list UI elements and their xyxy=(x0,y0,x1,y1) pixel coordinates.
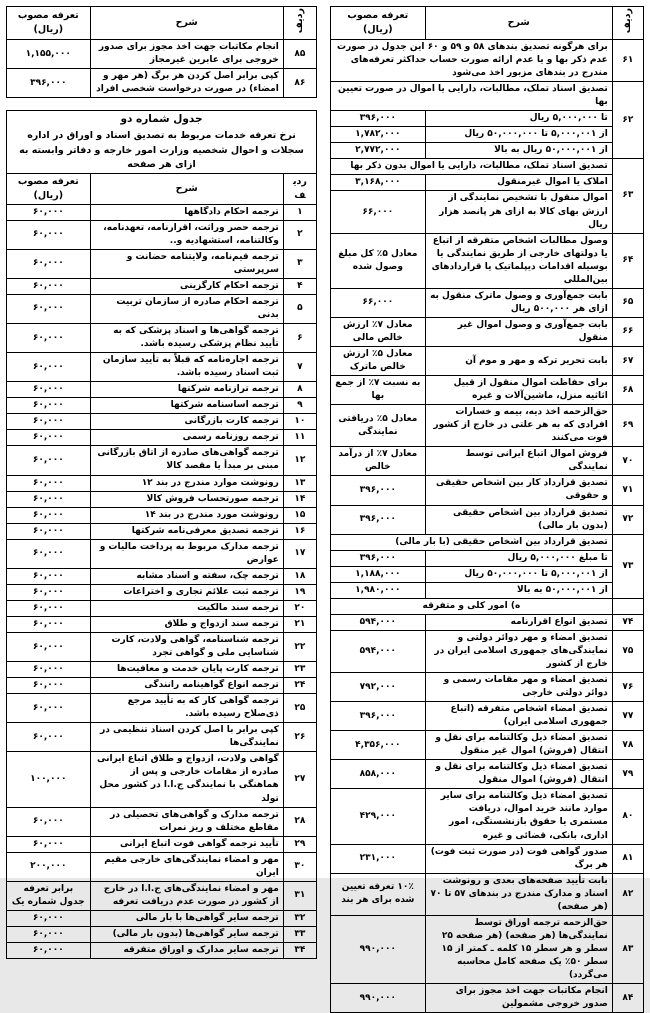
description-cell: ترجمه احکام دادگاهها xyxy=(90,204,283,220)
table-row xyxy=(7,926,317,942)
tariff-cell: ۲,۷۷۲,۰۰۰ xyxy=(331,143,426,159)
description-cell: بابت جمع‌آوری و وصول اموال غیر منقول xyxy=(425,317,612,346)
column-header-row-no xyxy=(283,7,316,40)
tariff-cell: ۱,۱۸۸,۰۰۰ xyxy=(331,566,426,582)
table-row-group-header xyxy=(331,534,644,550)
table-row xyxy=(331,873,644,915)
table-row xyxy=(7,382,317,398)
table-row xyxy=(331,40,644,82)
tariff-cell: ۸۵۸,۰۰۰ xyxy=(331,760,426,789)
table-row xyxy=(331,630,644,672)
description-cell: ترجمه سایر مدارک و اوراق متفرقه xyxy=(90,942,283,958)
tariff-cell: ۶۰,۰۰۰ xyxy=(7,324,91,353)
right-table xyxy=(330,6,644,1013)
description-cell: ترجمه ترازنامه شرکتها xyxy=(90,382,283,398)
description-cell: ترجمه احکام کارگزینی xyxy=(90,278,283,294)
description-cell: انجام مکاتبات جهت اخذ مجوز برای صدور خروجی مشمولین xyxy=(425,984,612,1013)
tariff-cell: ۴۲۹,۰۰۰ xyxy=(331,789,426,844)
column-header-tariff: تعرفه مصوب (ریال) xyxy=(331,7,426,40)
description-cell: ترجمه مدارک و گواهی‌های تحصیلی در مقاطع مختلف و ریز نمرات xyxy=(90,807,283,836)
row-number-cell: ۱۸ xyxy=(283,568,316,584)
description-cell: اموال منقول با تشخیص نمایندگی از ارزش بهای کالا به ازای هر پانصد هزار ریال xyxy=(425,191,612,233)
tariff-cell: ۶۰,۰۰۰ xyxy=(7,539,91,568)
tariff-cell: ۲۳۱,۰۰۰ xyxy=(331,844,426,873)
description-cell: از ۵,۰۰۰,۰۰۱ تا ۵۰,۰۰۰,۰۰۰ ریال xyxy=(425,127,612,143)
column-header-description: شرح xyxy=(90,7,283,40)
row-number-cell: ۶۹ xyxy=(612,405,643,447)
description-cell: تا ۵,۰۰۰,۰۰۰ ریال xyxy=(425,111,612,127)
row-number-cell: ۲۵ xyxy=(283,694,316,723)
tariff-cell: ۶۰,۰۰۰ xyxy=(7,353,91,382)
table-two-title-row xyxy=(7,111,317,174)
description-cell: ترجمه شناسنامه، گواهی ولادت، کارت شناسایی ملی و گواهی تجرد xyxy=(90,633,283,662)
table-row xyxy=(331,317,644,346)
table-row xyxy=(7,430,317,446)
row-number-cell: ۶ xyxy=(283,324,316,353)
row-number-cell: ۶۶ xyxy=(612,317,643,346)
table-row xyxy=(7,852,317,881)
tariff-cell: ۳۹۶,۰۰۰ xyxy=(331,702,426,731)
table-row xyxy=(331,346,644,375)
row-number-cell: ۶۲ xyxy=(612,82,643,159)
description-cell: از ۵۰,۰۰۰,۰۰۱ به بالا xyxy=(425,582,612,598)
row-number-cell: ۶۳ xyxy=(612,159,643,233)
description-cell: ترجمه صورتحساب فروش کالا xyxy=(90,491,283,507)
tariff-cell: ۶۰,۰۰۰ xyxy=(7,414,91,430)
row-number-cell: ۶۵ xyxy=(612,288,643,317)
row-number-cell: ۳ xyxy=(283,249,316,278)
row-number-cell xyxy=(612,598,643,614)
table-row xyxy=(7,633,317,662)
row-number-cell: ۷۷ xyxy=(612,702,643,731)
row-number-cell: ۲۲ xyxy=(283,633,316,662)
table-row xyxy=(331,673,644,702)
row-number-cell: ۷۳ xyxy=(612,534,643,598)
table-two-title: جدول شماره دو xyxy=(120,113,203,126)
column-header-tariff: تعرفه مصوب (ریال) xyxy=(7,7,91,40)
row-number-cell: ۶۸ xyxy=(612,376,643,405)
table-row xyxy=(7,723,317,752)
table-row xyxy=(331,702,644,731)
tariff-cell: ۶۰,۰۰۰ xyxy=(7,382,91,398)
tariff-cell: ۶۰,۰۰۰ xyxy=(7,220,91,249)
tariff-cell: ۱,۷۸۲,۰۰۰ xyxy=(331,127,426,143)
row-number-cell: ۱۶ xyxy=(283,523,316,539)
table-row xyxy=(7,446,317,475)
row-number-cell: ۷۹ xyxy=(612,760,643,789)
tariff-cell: ۶۰,۰۰۰ xyxy=(7,633,91,662)
tariff-cell: ۶۰,۰۰۰ xyxy=(7,600,91,616)
tariff-cell: ۵۹۴,۰۰۰ xyxy=(331,630,426,672)
table-row xyxy=(7,40,317,69)
row-no-header-label: ردیف xyxy=(294,8,306,34)
group-header-cell: تصدیق قرارداد بین اشخاص حقیقی (با بار مالی) xyxy=(331,534,613,550)
row-number-cell: ۲۴ xyxy=(283,678,316,694)
table-row xyxy=(7,600,317,616)
tariff-cell: ۶۰,۰۰۰ xyxy=(7,491,91,507)
table-two-subtitle: نرخ تعرفه خدمات مربوط به تصدیق اسناد و اوراق در اداره سجلات و احوال شخصیه وزارت امور خارجه و دفاتر وابسته به ازای هر صفحه xyxy=(19,130,304,170)
table-row xyxy=(331,844,644,873)
table-row xyxy=(331,566,644,582)
table-row xyxy=(7,539,317,568)
tariff-cell: ۶۰,۰۰۰ xyxy=(7,584,91,600)
table-row xyxy=(7,752,317,807)
tariff-cell: ۶۶,۰۰۰ xyxy=(331,191,426,233)
row-number-cell: ۸۱ xyxy=(612,844,643,873)
tariff-cell: ۶۰,۰۰۰ xyxy=(7,507,91,523)
row-number-cell: ۷۲ xyxy=(612,505,643,534)
tariff-cell: ۱,۹۸۰,۰۰۰ xyxy=(331,582,426,598)
row-number-cell: ۱۱ xyxy=(283,430,316,446)
tariff-cell: معادل ۵٪ دریافتی نمایندگی xyxy=(331,405,426,447)
row-number-cell: ۷۵ xyxy=(612,630,643,672)
description-cell: ترجمه قیم‌نامه، ولایتنامه حضانت و سرپرستی xyxy=(90,249,283,278)
description-cell: ترجمه کارت بازرگانی xyxy=(90,414,283,430)
tariff-cell: ۳,۱۶۸,۰۰۰ xyxy=(331,175,426,191)
row-number-cell: ۷۶ xyxy=(612,673,643,702)
table-row xyxy=(7,523,317,539)
description-cell: ترجمه تصدیق معرفی‌نامه شرکتها xyxy=(90,523,283,539)
table-two-title-cell xyxy=(7,111,317,174)
tariff-cell: ۶۰,۰۰۰ xyxy=(7,723,91,752)
description-cell: کپی برابر اصل کردن هر برگ (هر مهر و امضاء) در صورت درخواست شخصی افراد xyxy=(90,69,283,98)
table-row xyxy=(7,678,317,694)
description-cell: تصدیق امضاء و مهر مقامات رسمی و دوائر دولتی خارجی xyxy=(425,673,612,702)
tariff-cell: ۶۰,۰۰۰ xyxy=(7,836,91,852)
row-number-cell: ۳۱ xyxy=(283,881,316,910)
table-row xyxy=(331,984,644,1013)
description-cell: ترجمه سند ازدواج و طلاق xyxy=(90,616,283,632)
row-number-cell: ۷۱ xyxy=(612,476,643,505)
table-row xyxy=(7,220,317,249)
table-row xyxy=(7,584,317,600)
tariff-cell: ۶۰,۰۰۰ xyxy=(7,430,91,446)
description-cell: ترجمه چک، سفته و اسناد مشابه xyxy=(90,568,283,584)
row-number-cell: ۸۰ xyxy=(612,789,643,844)
table-row xyxy=(331,582,644,598)
tariff-cell: معادل ۵٪ ارزش خالص ماترک xyxy=(331,346,426,375)
table-row xyxy=(7,249,317,278)
description-cell: وصول مطالبات اشخاص متفرقه از اتباع یا دولتهای خارجی از طریق نمایندگی یا بوسیله اقدامات دیپلماتیک یا قراردادهای بین‌المللی xyxy=(425,233,612,288)
description-cell: بابت جمع‌آوری و وصول ماترک منقول به ازای هر ۵۰۰,۰۰۰ ریال xyxy=(425,288,612,317)
table-row xyxy=(7,881,317,910)
tariff-cell: ۲۰۰,۰۰۰ xyxy=(7,852,91,881)
description-cell: تصدیق قرارداد بین اشخاص حقیقی (بدون بار مالی) xyxy=(425,505,612,534)
description-cell: انجام مکاتبات جهت اخذ مجوز برای صدور خروجی برای عابرین غیرمجاز xyxy=(90,40,283,69)
tariff-cell: برابر تعرفه جدول شماره یک xyxy=(7,881,91,910)
row-number-cell: ۷۴ xyxy=(612,614,643,630)
column-header-row-no xyxy=(612,7,643,40)
row-number-cell: ۸۶ xyxy=(283,69,316,98)
tariff-cell: ۳۹۶,۰۰۰ xyxy=(331,111,426,127)
table-row xyxy=(331,233,644,288)
description-cell: گواهی ولادت، ازدواج و طلاق اتباع ایرانی صادره از مقامات خارجی و پس از هماهنگی با نمایندگی ج.ا.ا در کشور محل تولد xyxy=(90,752,283,807)
table-row xyxy=(331,175,644,191)
description-cell: فروش اموال اتباع ایرانی توسط نمایندگی xyxy=(425,447,612,476)
description-cell: بابت تأیید صفحه‌های بعدی و رونوشت اسناد و مدارک مندرج در بندهای ۵۷ تا ۷۰ (هر صفحه) xyxy=(425,873,612,915)
table-row xyxy=(7,491,317,507)
description-cell: ترجمه سایر گواهی‌ها با بار مالی xyxy=(90,910,283,926)
table-row xyxy=(7,294,317,323)
column-header-row-no: ردیف xyxy=(283,174,316,205)
description-cell: برای هرگونه تصدیق بندهای ۵۸ و ۵۹ و ۶۰ این جدول در صورت عدم ذکر بها و یا عدم ارائه صورت حساب حداکثر تعرفه‌های مندرج در بندهای مزبور اخذ می‌شود xyxy=(331,40,613,82)
row-number-cell: ۳۰ xyxy=(283,852,316,881)
row-number-cell: ۸۴ xyxy=(612,984,643,1013)
description-cell: صدور گواهی فوت (در صورت ثبت فوت) هر برگ xyxy=(425,844,612,873)
tariff-cell: ۶۰,۰۰۰ xyxy=(7,278,91,294)
tariff-cell: ۳۹۶,۰۰۰ xyxy=(331,505,426,534)
description-cell: مهر و امضاء نمایندگی‌های ج.ا.ا در خارج از کشور در صورت عدم دریافت تعرفه xyxy=(90,881,283,910)
table-row xyxy=(331,111,644,127)
row-number-cell: ۱ xyxy=(283,204,316,220)
row-number-cell: ۳۲ xyxy=(283,910,316,926)
table-row xyxy=(331,789,644,844)
row-number-cell: ۷ xyxy=(283,353,316,382)
row-no-header-label: ردیف xyxy=(622,8,634,34)
row-number-cell: ۱۹ xyxy=(283,584,316,600)
table-row xyxy=(331,127,644,143)
row-number-cell: ۳۳ xyxy=(283,926,316,942)
tariff-cell: ۶۶,۰۰۰ xyxy=(331,288,426,317)
column-header-description: شرح xyxy=(90,174,283,205)
row-number-cell: ۹ xyxy=(283,398,316,414)
tariff-cell: ۵۹۴,۰۰۰ xyxy=(331,614,426,630)
right-column xyxy=(330,6,644,1010)
tariff-cell: ۶۰,۰۰۰ xyxy=(7,294,91,323)
table-row xyxy=(331,476,644,505)
row-number-cell: ۴ xyxy=(283,278,316,294)
continuation-table-header-row xyxy=(7,7,317,40)
table-row xyxy=(7,324,317,353)
table-row xyxy=(7,942,317,958)
description-cell: ترجمه روزنامه رسمی xyxy=(90,430,283,446)
description-cell: ترجمه ثبت علائم تجاری و اختراعات xyxy=(90,584,283,600)
description-cell: تصدیق امضاء و مهر دوائر دولتی و نمایندگی‌های جمهوری اسلامی ایران در خارج از کشور xyxy=(425,630,612,672)
table-row xyxy=(331,731,644,760)
description-cell: تصدیق قرارداد کار بین اشخاص حقیقی و حقوقی xyxy=(425,476,612,505)
tariff-cell: ۱۰۰,۰۰۰ xyxy=(7,752,91,807)
description-cell: کپی برابر با اصل کردن اسناد تنظیمی در نمایندگی‌ها xyxy=(90,723,283,752)
table-row xyxy=(7,662,317,678)
table-row xyxy=(7,568,317,584)
tariff-cell: ۶۰,۰۰۰ xyxy=(7,662,91,678)
table-row xyxy=(7,616,317,632)
description-cell: حق‌الزحمه اخذ دیه، بیمه و خسارات افرادی که به هر علتی در خارج از کشور فوت می‌کنند xyxy=(425,405,612,447)
column-header-description: شرح xyxy=(425,7,612,40)
description-cell: حق‌الزحمه ترجمه اوراق توسط نمایندگی‌ها (هر صفحه) (هر صفحه ۲۵ سطر و هر سطر ۱۵ کلمه ـ کمتر از ۱۵ سطر ۵۰٪ یک صفحه کامل محاسبه می‌گردد) xyxy=(425,915,612,983)
tariff-cell: ۶۰,۰۰۰ xyxy=(7,926,91,942)
description-cell: برای حفاظت اموال منقول از قبیل اثاثیه منزل، ماشین‌آلات و غیره xyxy=(425,376,612,405)
tariff-cell: ۴,۳۵۶,۰۰۰ xyxy=(331,731,426,760)
left-column xyxy=(6,6,317,955)
description-cell: ترجمه گواهی‌های صادره از اتاق بازرگانی مبنی بر مبدأ یا مقصد کالا xyxy=(90,446,283,475)
description-cell: تا مبلغ ۵,۰۰۰,۰۰۰ ریال xyxy=(425,550,612,566)
table-row xyxy=(7,836,317,852)
group-header-cell: تصدیق اسناد تملک، مطالبات، دارایی یا اموال بدون ذکر بها xyxy=(331,159,613,175)
group-header-cell: تصدیق اسناد تملک، مطالبات، دارایی یا اموال در صورت تعیین بها xyxy=(331,82,613,111)
tariff-cell: ۳۹۶,۰۰۰ xyxy=(331,550,426,566)
table-row xyxy=(331,447,644,476)
description-cell: املاک یا اموال غیرمنقول xyxy=(425,175,612,191)
section-header-cell: ه) امور کلی و متفرقه xyxy=(331,598,613,614)
tariff-cell: ۶۰,۰۰۰ xyxy=(7,249,91,278)
table-row xyxy=(331,915,644,983)
description-cell: ترجمه حصر وراثت، اقرارنامه، تعهدنامه، وکالتنامه، استشهادیه و.. xyxy=(90,220,283,249)
table-row-group-header xyxy=(331,82,644,111)
row-number-cell: ۲۰ xyxy=(283,600,316,616)
tariff-cell: ۱۰٪ تعرفه تعیین شده برای هر بند xyxy=(331,873,426,915)
right-table-header-row xyxy=(331,7,644,40)
row-number-cell: ۷۸ xyxy=(612,731,643,760)
description-cell: تصدیق امضاء ذیل وکالتنامه برای نقل و انتقال (فروش) اموال غیر منقول xyxy=(425,731,612,760)
table-row xyxy=(331,505,644,534)
row-number-cell: ۱۰ xyxy=(283,414,316,430)
row-number-cell: ۸۲ xyxy=(612,873,643,915)
row-number-cell: ۸۵ xyxy=(283,40,316,69)
row-number-cell: ۱۵ xyxy=(283,507,316,523)
table-row xyxy=(331,550,644,566)
table-row xyxy=(331,191,644,233)
table-row xyxy=(7,69,317,98)
description-cell: مهر و امضاء نمایندگی‌های خارجی مقیم ایران xyxy=(90,852,283,881)
description-cell: رونوشت مورد مندرج در بند ۱۴ xyxy=(90,507,283,523)
description-cell: تصدیق امضاء ذیل وکالتنامه برای سایر موارد مانند خرید اموال، دریافت مستمری یا حقوق بازنشستگی، امور اداری، بانکی، قضائی و غیره xyxy=(425,789,612,844)
table-two xyxy=(6,110,317,959)
description-cell: تصدیق انواع اقرارنامه xyxy=(425,614,612,630)
row-number-cell: ۱۳ xyxy=(283,475,316,491)
table-row-group-header xyxy=(331,159,644,175)
tariff-cell: ۷۹۲,۰۰۰ xyxy=(331,673,426,702)
tariff-cell: ۶۰,۰۰۰ xyxy=(7,475,91,491)
description-cell: رونوشت موارد مندرج در بند ۱۲ xyxy=(90,475,283,491)
description-cell: ترجمه مدارک مربوط به پرداخت مالیات و عوارض xyxy=(90,539,283,568)
column-header-tariff: تعرفه مصوب (ریال) xyxy=(7,174,91,205)
row-number-cell: ۶۱ xyxy=(612,40,643,82)
row-number-cell: ۲۳ xyxy=(283,662,316,678)
description-cell: تأیید ترجمه گواهی فوت اتباع ایرانی xyxy=(90,836,283,852)
continuation-table xyxy=(6,6,317,98)
row-number-cell: ۶۴ xyxy=(612,233,643,288)
tariff-cell: ۶۰,۰۰۰ xyxy=(7,523,91,539)
table-row xyxy=(331,143,644,159)
description-cell: ترجمه کارت پایان خدمت و معافیت‌ها xyxy=(90,662,283,678)
table-row xyxy=(7,694,317,723)
table-row xyxy=(7,507,317,523)
table-row xyxy=(7,807,317,836)
row-number-cell: ۶۷ xyxy=(612,346,643,375)
row-number-cell: ۲۹ xyxy=(283,836,316,852)
table-row xyxy=(7,204,317,220)
row-number-cell: ۱۷ xyxy=(283,539,316,568)
tariff-cell: ۱,۱۵۵,۰۰۰ xyxy=(7,40,91,69)
row-number-cell: ۷۰ xyxy=(612,447,643,476)
row-number-cell: ۲ xyxy=(283,220,316,249)
row-number-cell: ۸۳ xyxy=(612,915,643,983)
tariff-cell: ۶۰,۰۰۰ xyxy=(7,446,91,475)
tariff-cell: معادل ۷٪ ارزش خالص مالی xyxy=(331,317,426,346)
row-number-cell: ۵ xyxy=(283,294,316,323)
row-number-cell: ۲۶ xyxy=(283,723,316,752)
description-cell: ترجمه انواع گواهینامه رانندگی xyxy=(90,678,283,694)
tariff-cell: ۹۹۰,۰۰۰ xyxy=(331,915,426,983)
row-number-cell: ۲۷ xyxy=(283,752,316,807)
tariff-cell: ۶۰,۰۰۰ xyxy=(7,807,91,836)
description-cell: ترجمه احکام صادره از سازمان تربیت بدنی xyxy=(90,294,283,323)
description-cell: ترجمه سند مالکیت xyxy=(90,600,283,616)
description-cell: ترجمه اساسنامه شرکتها xyxy=(90,398,283,414)
row-number-cell: ۱۲ xyxy=(283,446,316,475)
tariff-cell: ۶۰,۰۰۰ xyxy=(7,616,91,632)
table-section-row xyxy=(331,598,644,614)
tariff-cell: ۶۰,۰۰۰ xyxy=(7,694,91,723)
tariff-cell: ۶۰,۰۰۰ xyxy=(7,204,91,220)
table-row xyxy=(331,288,644,317)
table-row xyxy=(7,475,317,491)
tariff-cell: ۳۹۶,۰۰۰ xyxy=(7,69,91,98)
table-row xyxy=(331,405,644,447)
table-row xyxy=(7,278,317,294)
tariff-cell: معادل ۵٪ کل مبلغ وصول شده xyxy=(331,233,426,288)
description-cell: بابت تحریر ترکه و مهر و موم آن xyxy=(425,346,612,375)
tariff-cell: ۶۰,۰۰۰ xyxy=(7,398,91,414)
description-cell: تصدیق امضاء ذیل وکالتنامه برای نقل و انتقال (فروش) اموال منقول xyxy=(425,760,612,789)
description-cell: از ۵,۰۰۰,۰۰۱ تا ۵۰,۰۰۰,۰۰۰ ریال xyxy=(425,566,612,582)
tariff-cell: ۳۹۶,۰۰۰ xyxy=(331,476,426,505)
table-two-header-row xyxy=(7,174,317,205)
table-gap xyxy=(6,98,317,110)
table-row xyxy=(331,760,644,789)
description-cell: ترجمه سایر گواهی‌ها (بدون بار مالی) xyxy=(90,926,283,942)
row-number-cell: ۱۴ xyxy=(283,491,316,507)
tariff-cell: ۶۰,۰۰۰ xyxy=(7,568,91,584)
description-cell: تصدیق امضاء اشخاص متفرقه (اتباع جمهوری اسلامی ایران) xyxy=(425,702,612,731)
row-number-cell: ۸ xyxy=(283,382,316,398)
description-cell: ترجمه گواهی‌ها و اسناد پزشکی که به تأیید نظام پزشکی رسیده باشد. xyxy=(90,324,283,353)
description-cell: ترجمه اجاره‌نامه که قبلاً به تأیید سازمان ثبت اسناد رسیده باشد. xyxy=(90,353,283,382)
row-number-cell: ۲۸ xyxy=(283,807,316,836)
row-number-cell: ۳۴ xyxy=(283,942,316,958)
description-cell: از ۵۰,۰۰۰,۰۰۱ ریال به بالا xyxy=(425,143,612,159)
tariff-cell: به نسبت ۷٪ از جمع بها xyxy=(331,376,426,405)
tariff-cell: ۶۰,۰۰۰ xyxy=(7,678,91,694)
table-row xyxy=(7,910,317,926)
table-row xyxy=(7,414,317,430)
tariff-cell: ۶۰,۰۰۰ xyxy=(7,910,91,926)
tariff-cell: ۶۰,۰۰۰ xyxy=(7,942,91,958)
description-cell: ترجمه گواهی کار که به تأیید مرجع ذی‌صلاح رسیده باشد. xyxy=(90,694,283,723)
row-number-cell: ۲۱ xyxy=(283,616,316,632)
table-row xyxy=(331,614,644,630)
tariff-cell: معادل ۷٪ از درآمد خالص xyxy=(331,447,426,476)
table-row xyxy=(7,353,317,382)
table-row xyxy=(331,376,644,405)
table-row xyxy=(7,398,317,414)
tariff-cell: ۹۹۰,۰۰۰ xyxy=(331,984,426,1013)
